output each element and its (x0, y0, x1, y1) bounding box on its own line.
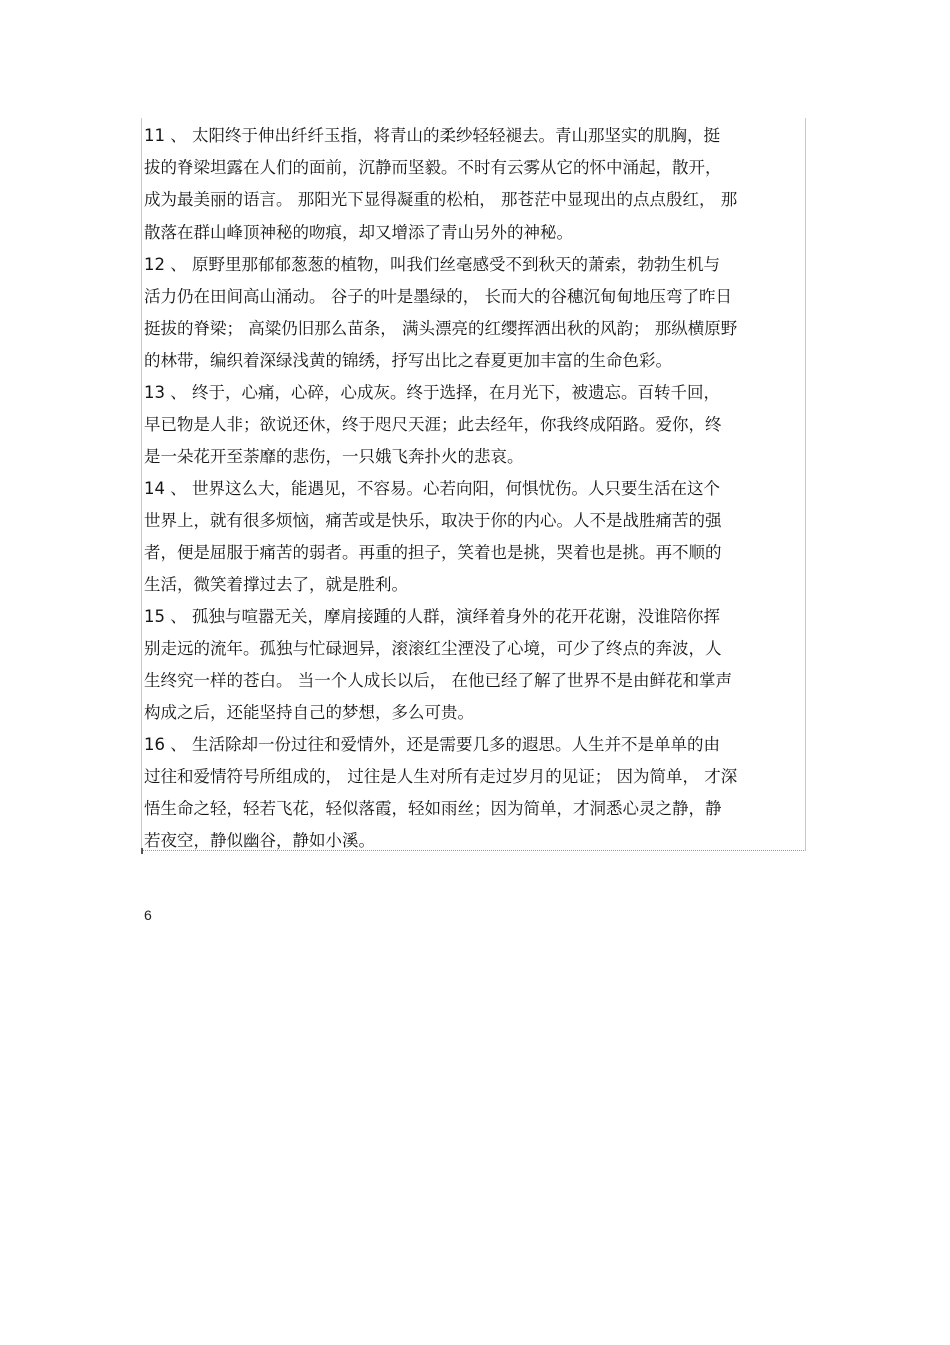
paragraph-16-line-1: 16 、 生活除却一份过往和爱情外，还是需要几多的遐思。人生并不是单单的由 (144, 735, 720, 754)
paragraph-11-line-1: 11 、 太阳终于伸出纤纤玉指，将青山的柔纱轻轻褪去。青山那坚实的肌胸，挺 (144, 126, 720, 145)
paragraph-14-line-3: 者，便是屈服于痛苦的弱者。再重的担子，笑着也是挑，哭着也是挑。再不顺的 (144, 543, 722, 562)
paragraph-12-line-3: 挺拔的脊梁； 高粱仍旧那么苗条， 满头漂亮的红缨挥洒出秋的风韵； 那纵横原野 (144, 319, 738, 338)
paragraph-16-line-3: 悟生命之轻，轻若飞花，轻似落霞，轻如雨丝；因为简单，才洞悉心灵之静，静 (144, 799, 722, 818)
paragraph-12-line-2: 活力仍在田间高山涌动。 谷子的叶是墨绿的， 长而大的谷穗沉甸甸地压弯了昨日 (144, 287, 732, 306)
paragraph-14-line-4: 生活，微笑着撑过去了，就是胜利。 (144, 575, 408, 594)
paragraph-13-line-1: 13 、 终于，心痛，心碎，心成灰。终于选择，在月光下，被遗忘。百转千回， (144, 383, 720, 402)
paragraph-11-line-2: 拔的脊梁坦露在人们的面前，沉静而坚毅。不时有云雾从它的怀中涌起，散开， (144, 158, 722, 177)
paragraph-15-line-1: 15 、 孤独与喧嚣无关，摩肩接踵的人群，演绎着身外的花开花谢，没谁陪你挥 (144, 607, 720, 626)
paragraph-11-line-3: 成为最美丽的语言。 那阳光下显得凝重的松柏， 那苍茫中显现出的点点殷红， 那 (144, 190, 738, 209)
paragraph-12-line-4: 的林带，编织着深绿浅黄的锦绣，抒写出比之春夏更加丰富的生命色彩。 (144, 351, 672, 370)
paragraph-11-line-4: 散落在群山峰顶神秘的吻痕，却又增添了青山另外的神秘。 (144, 223, 573, 242)
paragraph-14-line-1: 14 、 世界这么大，能遇见，不容易。心若向阳，何惧忧伤。人只要生活在这个 (144, 479, 720, 498)
paragraph-13-line-3: 是一朵花开至荼靡的悲伤，一只娥飞奔扑火的悲哀。 (144, 447, 524, 466)
paragraph-12-line-1: 12 、 原野里那郁郁葱葱的植物，叫我们丝毫感受不到秋天的萧索，勃勃生机与 (144, 255, 720, 274)
paragraph-16-line-2: 过往和爱情符号所组成的， 过往是人生对所有走过岁月的见证； 因为简单， 才深 (144, 767, 738, 786)
paragraph-15-line-2: 别走远的流年。孤独与忙碌迥异，滚滚红尘湮没了心境，可少了终点的奔波，人 (144, 639, 722, 658)
page-number: 6 (144, 907, 152, 923)
paragraph-15-line-4: 构成之后，还能坚持自己的梦想，多么可贵。 (144, 703, 474, 722)
paragraph-15-line-3: 生终究一样的苍白。 当一个人成长以后， 在他已经了解了世界不是由鲜花和掌声 (144, 671, 732, 690)
paragraph-16-line-4: 若夜空，静似幽谷，静如小溪。 (144, 831, 375, 850)
paragraph-14-line-2: 世界上，就有很多烦恼，痛苦或是快乐，取决于你的内心。人不是战胜痛苦的强 (144, 511, 722, 530)
frame-corner-mark (141, 848, 143, 854)
paragraph-13-line-2: 早已物是人非；欲说还休，终于咫尺天涯；此去经年，你我终成陌路。爱你，终 (144, 415, 722, 434)
